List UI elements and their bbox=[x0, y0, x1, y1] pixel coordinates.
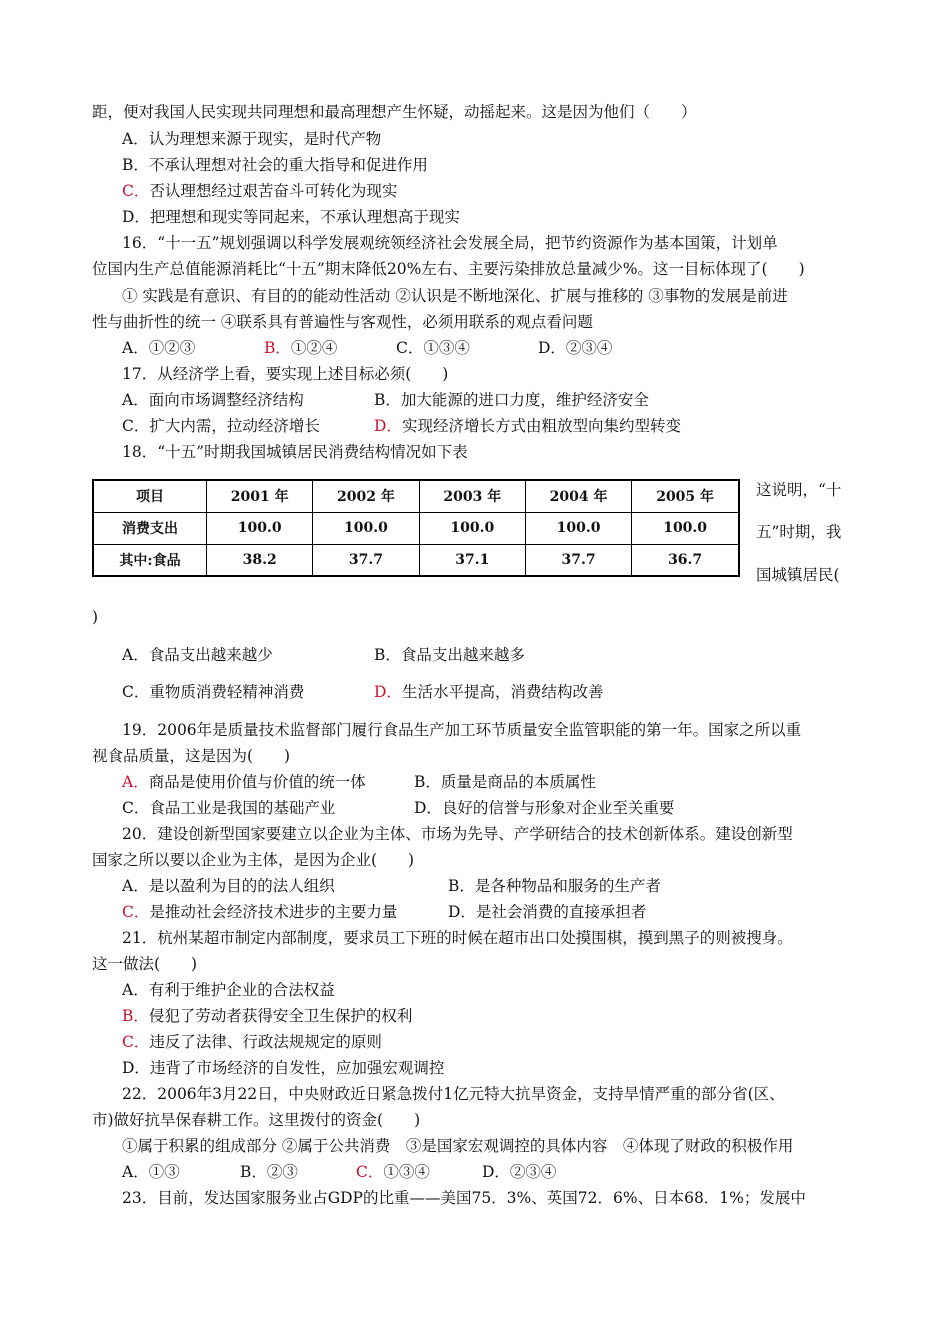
q18-side-text-1: 这说明，“十 bbox=[756, 481, 842, 499]
q15-option-d: D．把理想和现实等同起来，不承认理想高于现实 bbox=[122, 208, 460, 226]
q19-stem-line2: 视食品质量，这是因为( ) bbox=[92, 747, 291, 765]
answer-mark: C． bbox=[122, 1033, 150, 1051]
q17-stem: 17．从经济学上看，要实现上述目标必须( ) bbox=[122, 365, 449, 383]
answer-mark: C． bbox=[122, 182, 150, 200]
table-cell: 其中:食品 bbox=[93, 544, 207, 576]
table-header-cell: 2004 年 bbox=[525, 480, 631, 512]
q16-option-c: C．①③④ bbox=[396, 339, 470, 357]
table-row bbox=[93, 544, 739, 576]
q21-option-c: C．违反了法律、行政法规规定的原则 bbox=[122, 1033, 382, 1051]
q18-stem: 18．“十五”时期我国城镇居民消费结构情况如下表 bbox=[122, 443, 468, 461]
table-header-row bbox=[93, 480, 739, 512]
q19-option-b: B．质量是商品的本质属性 bbox=[414, 773, 596, 791]
q21-stem-line2: 这一做法( ) bbox=[92, 955, 198, 973]
q22-option-a: A．①③ bbox=[122, 1163, 180, 1181]
q22-stem-line1: 22．2006年3月22日，中央财政近日紧急拨付1亿元特大抗旱资金，支持旱情严重的部分省(区、 bbox=[122, 1085, 785, 1103]
answer-mark: C． bbox=[356, 1163, 384, 1181]
table-cell: 36.7 bbox=[632, 544, 739, 576]
q22-options bbox=[122, 1162, 556, 1182]
q20-options-row1 bbox=[122, 876, 661, 896]
q16-statements-line2: 性与曲折性的统一 ④联系具有普遍性与客观性，必须用联系的观点看问题 bbox=[92, 313, 593, 331]
table-header-cell: 2002 年 bbox=[313, 480, 419, 512]
q22-option-c: C．①③④ bbox=[356, 1163, 430, 1181]
q21-option-a: A．有利于维护企业的合法权益 bbox=[122, 981, 335, 999]
table-cell: 100.0 bbox=[207, 512, 313, 544]
q17-option-d: D．实现经济增长方式由粗放型向集约型转变 bbox=[374, 417, 681, 435]
q21-option-d: D．违背了市场经济的自发性，应加强宏观调控 bbox=[122, 1059, 445, 1077]
q20-option-d: D．是社会消费的直接承担者 bbox=[448, 903, 647, 921]
q16-stem-line2: 位国内生产总值能源消耗比“十五”期末降低20%左右、主要污染排放总量减少%。这一目标体现了( ) bbox=[92, 260, 805, 278]
table-row bbox=[93, 512, 739, 544]
table-cell: 100.0 bbox=[419, 512, 525, 544]
q20-option-a: A．是以盈利为目的的法人组织 bbox=[122, 877, 335, 895]
q19-options-row2 bbox=[122, 798, 674, 818]
answer-mark: B． bbox=[122, 1007, 149, 1025]
q18-option-b: B．食品支出越来越多 bbox=[374, 646, 525, 664]
q20-stem-line1: 20．建设创新型国家要建立以企业为主体、市场为先导、产学研结合的技术创新体系。建设创新型 bbox=[122, 825, 793, 843]
q17-option-b: B．加大能源的进口力度，维护经济安全 bbox=[374, 391, 649, 409]
q16-stem-line1: 16．“十一五”规划强调以科学发展观统领经济社会发展全局，把节约资源作为基本国策，计划单 bbox=[122, 234, 778, 252]
answer-mark: A． bbox=[122, 773, 149, 791]
q19-option-a: A．商品是使用价值与价值的统一体 bbox=[122, 773, 366, 791]
q18-options-row2 bbox=[122, 682, 603, 702]
q20-option-b: B．是各种物品和服务的生产者 bbox=[448, 877, 661, 895]
q22-statements: ①属于积累的组成部分 ②属于公共消费 ③是国家宏观调控的具体内容 ④体现了财政的积极作用 bbox=[122, 1137, 794, 1155]
table-cell: 37.7 bbox=[525, 544, 631, 576]
q21-option-b: B．侵犯了劳动者获得安全卫生保护的权利 bbox=[122, 1007, 413, 1025]
q20-stem-line2: 国家之所以要以企业为主体，是因为企业( ) bbox=[92, 851, 415, 869]
answer-mark: B． bbox=[264, 339, 291, 357]
q19-option-c: C．食品工业是我国的基础产业 bbox=[122, 799, 336, 817]
q15-option-b: B．不承认理想对社会的重大指导和促进作用 bbox=[122, 156, 428, 174]
q16-option-a: A．①②③ bbox=[122, 339, 196, 357]
table-cell: 37.1 bbox=[419, 544, 525, 576]
table-header-cell: 2001 年 bbox=[207, 480, 313, 512]
table-cell: 消费支出 bbox=[93, 512, 207, 544]
q16-option-d: D．②③④ bbox=[538, 339, 613, 357]
table-cell: 37.7 bbox=[313, 544, 419, 576]
answer-mark: D． bbox=[374, 683, 402, 701]
q18-option-a: A．食品支出越来越少 bbox=[122, 646, 273, 664]
q19-option-d: D．良好的信誉与形象对企业至关重要 bbox=[414, 799, 675, 817]
q17-option-c: C．扩大内需，拉动经济增长 bbox=[122, 417, 320, 435]
q22-option-b: B．②③ bbox=[240, 1163, 298, 1181]
q19-options-row1 bbox=[122, 772, 596, 792]
q16-option-b: B．①②④ bbox=[264, 339, 338, 357]
table-cell: 100.0 bbox=[632, 512, 739, 544]
q17-options-row2 bbox=[122, 416, 681, 436]
table-header-cell: 2005 年 bbox=[632, 480, 739, 512]
table-cell: 38.2 bbox=[207, 544, 313, 576]
q17-option-a: A．面向市场调整经济结构 bbox=[122, 391, 304, 409]
answer-mark: C． bbox=[122, 903, 150, 921]
consumption-structure-table bbox=[92, 479, 740, 577]
q16-options bbox=[122, 338, 612, 358]
q18-side-text-2: 五”时期，我 bbox=[756, 523, 842, 541]
q15-stem-continuation: 距，便对我国人民实现共同理想和最高理想产生怀疑，动摇起来。这是因为他们（ ） bbox=[92, 103, 697, 121]
q20-option-c: C．是推动社会经济技术进步的主要力量 bbox=[122, 903, 398, 921]
q18-option-d: D．生活水平提高，消费结构改善 bbox=[374, 683, 604, 701]
q18-side-text-3: 国城镇居民( bbox=[756, 566, 840, 584]
q22-option-d: D．②③④ bbox=[482, 1163, 557, 1181]
q21-stem-line1: 21．杭州某超市制定内部制度，要求员工下班的时候在超市出口处摸围棋，摸到黑子的则被搜身。 bbox=[122, 929, 793, 947]
q19-stem-line1: 19．2006年是质量技术监督部门履行食品生产加工环节质量安全监管职能的第一年。国家之所以重 bbox=[122, 721, 802, 739]
table-header-cell: 2003 年 bbox=[419, 480, 525, 512]
q18-close-paren: ) bbox=[92, 608, 99, 626]
q18-options-row1 bbox=[122, 645, 525, 665]
table-header-cell: 项目 bbox=[93, 480, 207, 512]
q20-options-row2 bbox=[122, 902, 646, 922]
table-cell: 100.0 bbox=[313, 512, 419, 544]
q22-stem-line2: 市)做好抗旱保春耕工作。这里拨付的资金( ) bbox=[92, 1111, 421, 1129]
q16-statements-line1: ① 实践是有意识、有目的的能动性活动 ②认识是不断地深化、扩展与推移的 ③事物的发展是前进 bbox=[122, 287, 788, 305]
q15-option-c: C．否认理想经过艰苦奋斗可转化为现实 bbox=[122, 182, 398, 200]
q18-option-c: C．重物质消费轻精神消费 bbox=[122, 683, 305, 701]
table-cell: 100.0 bbox=[525, 512, 631, 544]
q17-options-row1 bbox=[122, 390, 649, 410]
q23-stem-line1: 23．目前，发达国家服务业占GDP的比重——美国75．3%、英国72．6%、日本68．1%；发展中 bbox=[122, 1189, 806, 1207]
q15-option-a: A．认为理想来源于现实，是时代产物 bbox=[122, 130, 382, 148]
answer-mark: D． bbox=[374, 417, 402, 435]
